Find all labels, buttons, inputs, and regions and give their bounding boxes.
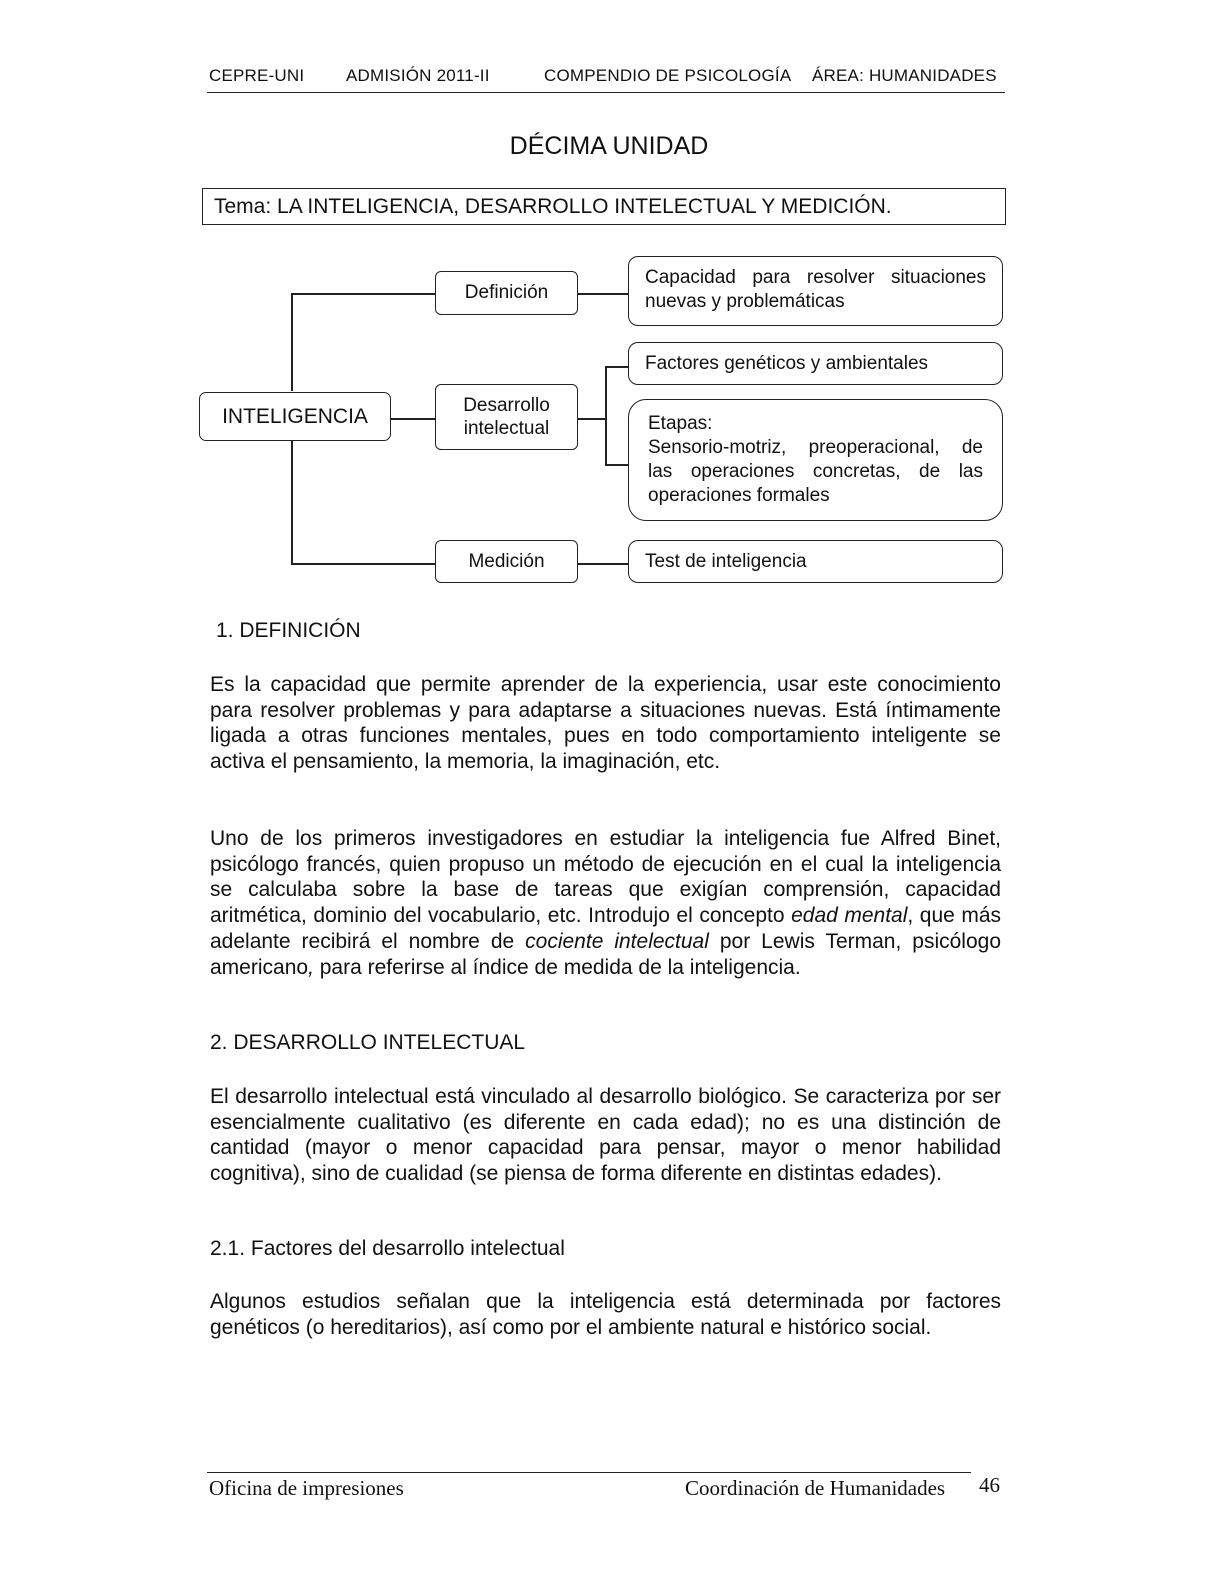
map-measurement-detail [628, 540, 1003, 583]
term-cociente-intelectual: cociente intelectual [525, 929, 709, 953]
section-2-1-paragraph: Algunos estudios señalan que la inteligencia está determinada por factores genéticos (o hereditarios), así como por el ambiente natural e histórico social. [210, 1290, 1001, 1339]
map-stages-line3: las operaciones concretas, de las [648, 461, 983, 482]
map-development-label-line1: Desarrollo [463, 394, 550, 416]
para2-part3: por Lewis Terman, psicólogo americano [210, 929, 1001, 979]
connector-development-stages [605, 464, 629, 466]
connector-definition-detail [577, 293, 629, 295]
connector-development-branch [577, 418, 606, 420]
section-1-heading: 1. DEFINICIÓN [216, 619, 361, 642]
connector-root-definition [291, 293, 436, 295]
para2-comma: , [308, 955, 314, 979]
map-definition-label: Definición [464, 282, 549, 304]
map-root-label: INTELIGENCIA [222, 404, 368, 428]
map-measurement-node [435, 540, 578, 583]
map-stages-line4: operaciones formales [648, 485, 830, 506]
map-stages-line1: Etapas: [648, 413, 713, 434]
topic-text: Tema: LA INTELIGENCIA, DESARROLLO INTELECTUAL Y MEDICIÓN. [214, 195, 892, 218]
section-1-paragraph-1: Es la capacidad que permite aprender de la experiencia, usar este conocimiento para resolver problemas y para adaptarse a situaciones nuevas. Está íntimamente ligada a otras funciones mentales, pues en todo comportamiento inteligente se activa el pensamiento, la memoria, la imaginación, etc. [210, 673, 1001, 774]
map-definition-node [435, 271, 578, 315]
page-number: 46 [979, 1473, 1000, 1497]
map-measurement-detail-text: Test de inteligencia [645, 551, 807, 572]
footer-rule [207, 1472, 971, 1473]
header-admission: ADMISIÓN 2011-II [346, 66, 490, 85]
map-measurement-label: Medición [468, 550, 545, 572]
map-stages-box [628, 399, 1003, 521]
connector-development-factors [605, 366, 629, 368]
concept-map [0, 0, 1218, 600]
para2-part1: Uno de los primeros investigadores en estudiar la inteligencia fue Alfred Binet, psicólogo francés, quien propuso un método de ejecución en el cual la inteligencia se calculaba sobre la base de tareas que exigían comprensión, capacidad aritmética, dominio del vocabulario, etc. Introdujo el concepto [210, 827, 1001, 928]
para2-part2: , que más adelante recibirá el nombre de [210, 904, 1002, 953]
term-edad-mental: edad mental [791, 904, 908, 928]
header-area: ÁREA: HUMANIDADES [812, 66, 997, 85]
map-factors-text: Factores genéticos y ambientales [645, 353, 929, 374]
map-root-node [199, 392, 391, 441]
map-factors-box [628, 342, 1003, 385]
header-org: CEPRE-UNI [209, 66, 305, 85]
map-stages-line2: Sensorio-motriz, preoperacional, de [648, 437, 983, 458]
connector-development-spine [605, 366, 607, 464]
connector-root-measurement [291, 563, 436, 565]
map-definition-detail [628, 256, 1003, 326]
section-2-1-heading: 2.1. Factores del desarrollo intelectual [210, 1237, 565, 1260]
connector-measurement-detail [577, 563, 629, 565]
para2-part4: para referirse al índice de medida de la inteligencia. [313, 955, 801, 979]
header-course: COMPENDIO DE PSICOLOGÍA [544, 66, 792, 85]
connector-root-trunk-bottom [291, 441, 293, 563]
section-2-paragraph: El desarrollo intelectual está vinculado al desarrollo biológico. Se caracteriza por ser esencialmente cualitativo (es diferente en cada edad); no es una distinción de cantidad (mayor o menor capacidad para pensar, mayor o menor habilidad cognitiva), sino de cualidad (se piensa de forma diferente en distintas edades). [210, 1085, 1001, 1186]
footer-right: Coordinación de Humanidades [685, 1476, 946, 1500]
footer-left: Oficina de impresiones [209, 1476, 404, 1500]
connector-root-development [390, 418, 436, 420]
connector-root-trunk-top [291, 293, 293, 391]
section-2-heading: 2. DESARROLLO INTELECTUAL [210, 1031, 526, 1054]
map-development-node [435, 384, 578, 450]
map-definition-detail-line1: Capacidad para resolver situaciones [645, 267, 986, 288]
unit-title: DÉCIMA UNIDAD [509, 132, 709, 160]
map-development-label-line2: intelectual [463, 418, 550, 439]
map-definition-detail-line2: nuevas y problemáticas [645, 291, 845, 313]
section-1-paragraph-2 [210, 826, 1001, 980]
